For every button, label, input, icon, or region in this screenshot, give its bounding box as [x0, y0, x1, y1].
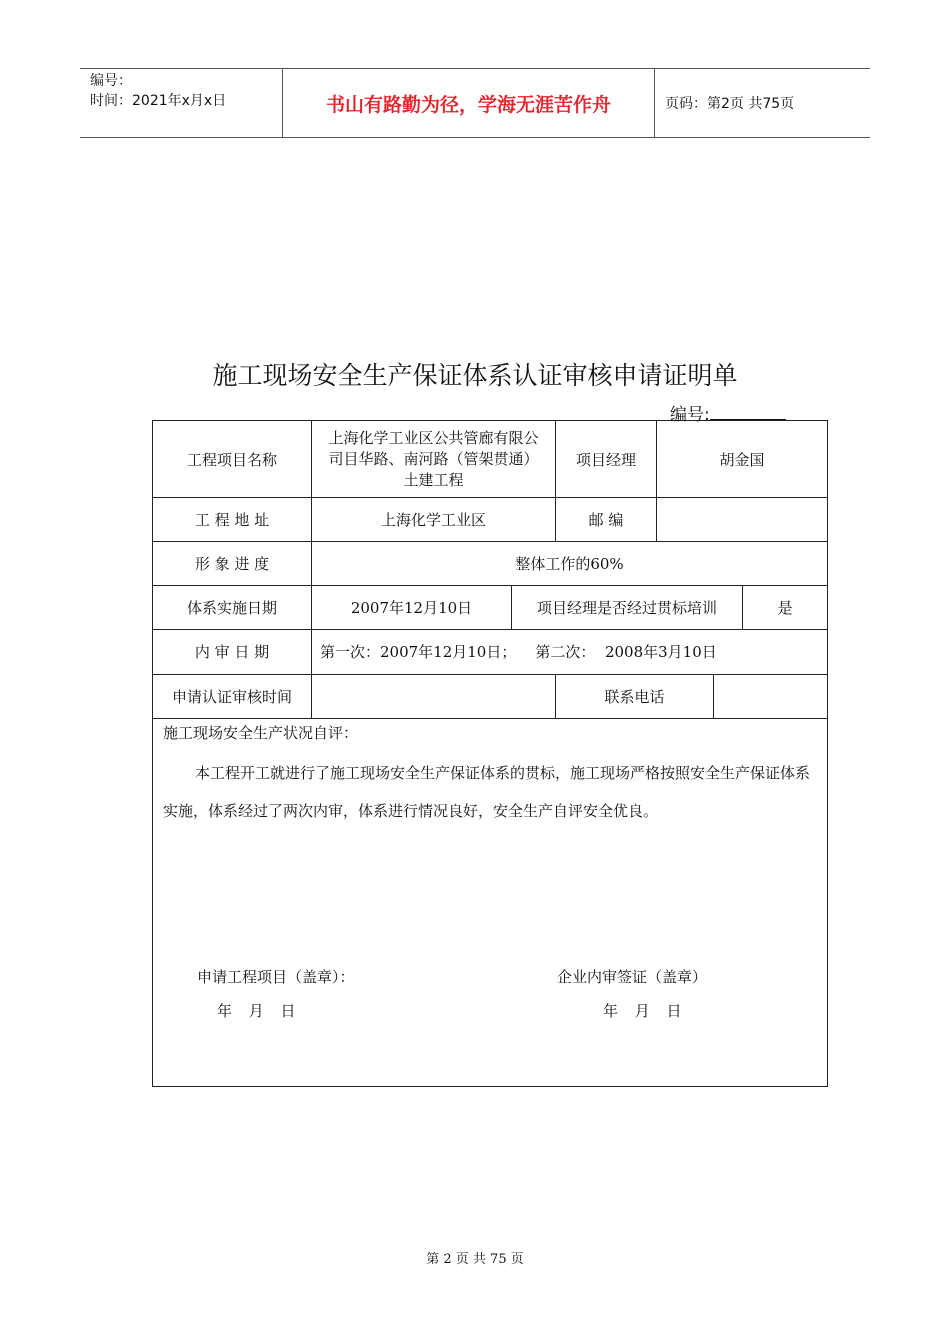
header-meta	[80, 69, 282, 137]
header-slogan: 书山有路勤为径，学海无涯苦作舟	[282, 69, 655, 137]
sign-right-label: 企业内审签证（盖章）	[557, 968, 708, 986]
project-name-label: 工程项目名称	[186, 450, 277, 469]
header-time-label: 时间：2021年x月x日	[90, 93, 227, 109]
form-row-progress	[153, 541, 827, 586]
trained-label: 项目经理是否经过贯标培训	[511, 585, 742, 629]
impl-date-label: 体系实施日期	[186, 598, 277, 617]
application-form	[152, 420, 828, 1087]
page-footer: 第 2 页 共 75 页	[426, 1252, 524, 1267]
document-header	[80, 68, 870, 138]
self-assessment-section	[153, 718, 827, 1086]
manager-label: 项目经理	[555, 421, 656, 497]
project-name-value: 上海化学工业区公共管廊有限公司目华路、南河路（管架贯通）土建工程	[311, 421, 555, 497]
header-page-info: 页码：第2页 共75页	[665, 96, 795, 112]
form-row-apply-time	[153, 674, 827, 719]
date-right: 年 月 日	[603, 1002, 688, 1020]
sign-left-label: 申请工程项目（盖章）：	[197, 968, 355, 986]
progress-value: 整体工作的60%	[311, 541, 827, 585]
apply-time-value	[311, 674, 555, 718]
phone-label: 联系电话	[555, 674, 713, 718]
audit-date-label: 内 审 日 期	[194, 643, 270, 661]
serial-number-blank	[710, 405, 786, 420]
trained-value: 是	[742, 585, 827, 629]
audit-date-value: 第一次：2007年12月10日； 第二次： 2008年3月10日	[311, 629, 827, 674]
progress-label: 形 象 进 度	[194, 554, 270, 573]
manager-value: 胡金国	[656, 421, 827, 497]
form-row-project	[153, 421, 827, 498]
apply-time-label: 申请认证审核时间	[171, 687, 292, 706]
header-number-label: 编号：	[90, 73, 132, 89]
phone-value	[713, 674, 827, 718]
assessment-heading: 施工现场安全生产状况自评：	[163, 724, 359, 742]
postcode-label: 邮 编	[555, 497, 656, 541]
form-row-audit-date	[153, 629, 827, 675]
address-label: 工 程 地 址	[194, 510, 270, 529]
impl-date-value: 2007年12月10日	[311, 585, 511, 629]
form-row-address	[153, 497, 827, 542]
assessment-text: 本工程开工就进行了施工现场安全生产保证体系的贯标，施工现场严格按照安全生产保证体系实施，体系经过了两次内审，体系进行情况良好，安全生产自评安全优良。	[163, 764, 811, 820]
page-title: 施工现场安全生产保证体系认证审核申请证明单	[212, 361, 738, 390]
address-value: 上海化学工业区	[311, 497, 555, 541]
serial-number-label: 编号:	[670, 405, 710, 425]
form-row-impl-date	[153, 585, 827, 630]
postcode-value	[656, 497, 827, 541]
date-left: 年 月 日	[217, 1002, 302, 1020]
